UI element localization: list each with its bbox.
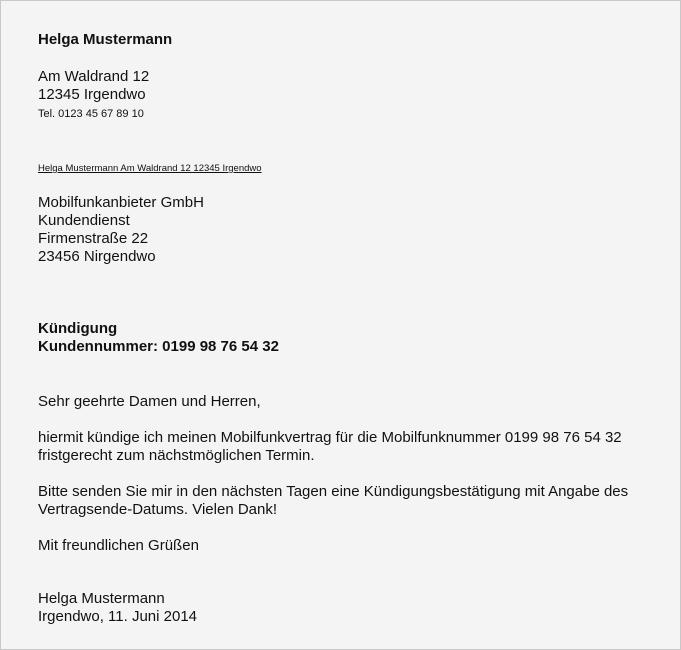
recipient-company: Mobilfunkanbieter GmbH: [38, 194, 204, 211]
recipient-city: 23456 Nirgendwo: [38, 248, 156, 265]
sender-phone: Tel. 0123 45 67 89 10: [38, 108, 144, 120]
paragraph-1-line-1: hiermit kündige ich meinen Mobilfunkvertrag für die Mobilfunknummer 0199 98 76 54 32: [38, 429, 622, 446]
subject-title: Kündigung: [38, 320, 118, 337]
paragraph-1-line-2: fristgerecht zum nächstmöglichen Termin.: [38, 447, 315, 464]
paragraph-2-line-2: Vertragsende-Datums. Vielen Dank!: [38, 501, 278, 518]
salutation: Sehr geehrte Damen und Herren,: [38, 393, 261, 410]
signature-name: Helga Mustermann: [38, 590, 165, 607]
subject-customer-number: Kundennummer: 0199 98 76 54 32: [38, 338, 279, 355]
sender-street: Am Waldrand 12: [38, 68, 150, 85]
recipient-street: Firmenstraße 22: [38, 230, 149, 247]
signature-place-date: Irgendwo, 11. Juni 2014: [38, 608, 198, 625]
recipient-department: Kundendienst: [38, 212, 130, 229]
closing: Mit freundlichen Grüßen: [38, 537, 199, 554]
paragraph-2-line-1: Bitte senden Sie mir in den nächsten Tagen eine Kündigungsbestätigung mit Angabe des: [38, 483, 629, 500]
sender-name: Helga Mustermann: [38, 31, 173, 48]
sender-city: 12345 Irgendwo: [38, 86, 146, 103]
return-address-line: Helga Mustermann Am Waldrand 12 12345 Irgendwo: [38, 163, 262, 174]
